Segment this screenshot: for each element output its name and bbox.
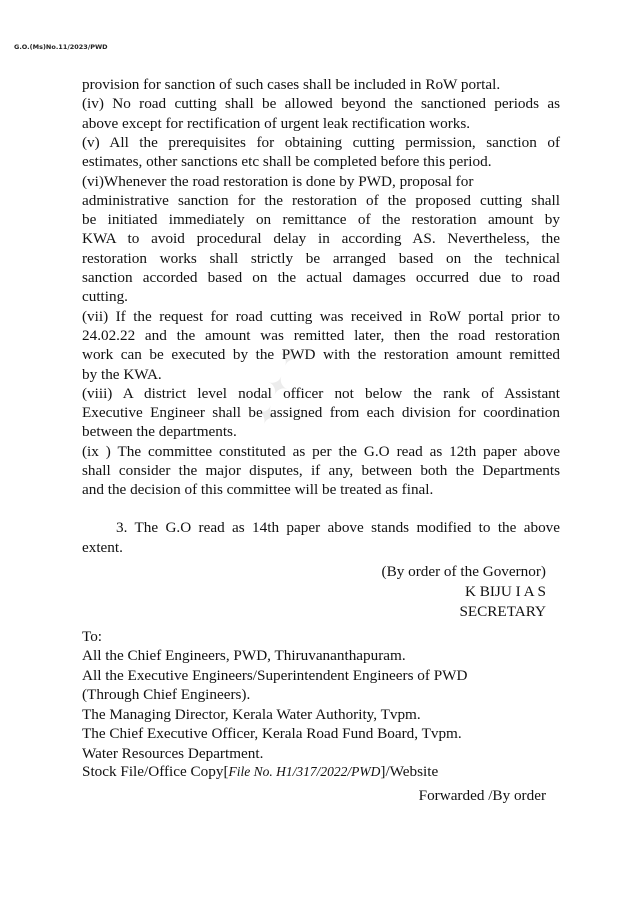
body-line: estimates, other sanctions etc shall be completed before this period. [82,153,492,171]
body-line: be initiated immediately on remittance of the restoration amount by [82,211,560,229]
body-line: cutting. [82,288,128,306]
body-line: administrative sanction for the restoration of the proposed cutting shall [82,191,560,209]
to-label: To: [82,628,103,645]
body-line: (vi)Whenever the road restoration is done by PWD, proposal for [82,172,474,190]
body-line: and the decision of this committee will be treated as final. [82,481,434,499]
body-line: 24.02.22 and the amount was remitted later, then the road restoration [82,326,560,344]
go-reference: G.O.(Ms)No.11/2023/PWD [14,43,108,51]
recipient-line: All the Executive Engineers/Superintendent Engineers of PWD [82,666,468,684]
body-line: (ix ) The committee constituted as per the G.O read as 12th paper above [82,442,560,460]
body-line: work can be executed by the PWD with the restoration amount remitted [82,346,560,364]
body-line: (iv) No road cutting shall be allowed beyond the sanctioned periods as [82,95,560,113]
para3-line2: extent. [82,539,123,556]
signatory-designation: SECRETARY [459,603,546,620]
body-line: by the KWA. [82,365,162,383]
para3-line1: 3. The G.O read as 14th paper above stands modified to the above [116,519,560,536]
body-line: (viii) A district level nodal officer not below the rank of Assistant [82,384,560,402]
signatory-name: K BIJU I A S [464,583,546,600]
body-line: shall consider the major disputes, if any, between both the Departments [82,462,560,479]
stock-suffix: ]/Website [380,763,439,780]
stock-prefix: Stock File/Office Copy[ [82,763,229,780]
body-line: (vii) If the request for road cutting was received in RoW portal prior to [82,307,560,325]
file-number: File No. H1/317/2022/PWD [228,764,381,779]
body-line: restoration works shall strictly be arranged based on the technical [82,249,560,267]
stock-file-line [82,762,560,781]
body-line: Executive Engineer shall be assigned from each division for coordination [82,404,560,422]
recipient-line: The Chief Executive Officer, Kerala Road Fund Board, Tvpm. [82,725,462,742]
recipient-line: Water Resources Department. [82,744,264,762]
forwarded-by-order: Forwarded /By order [418,787,546,804]
body-line: above except for rectification of urgent leak rectification works. [82,114,471,132]
recipient-line: All the Chief Engineers, PWD, Thiruvananthapuram. [82,647,406,664]
body-line: provision for sanction of such cases shall be included in RoW portal. [82,76,501,93]
recipient-line: The Managing Director, Kerala Water Authority, Tvpm. [82,705,421,723]
body-line: KWA to avoid procedural delay in according AS. Nevertheless, the [82,230,560,248]
body-line: between the departments. [82,423,237,441]
by-order-governor: (By order of the Governor) [381,563,546,580]
body-line: sanction accorded based on the actual damages occurred due to road [82,269,560,286]
watermark: ✦ ✦ ✦ [250,340,308,431]
body-line: (v) All the prerequisites for obtaining cutting permission, sanction of [82,133,560,151]
recipient-line: (Through Chief Engineers). [82,686,251,703]
